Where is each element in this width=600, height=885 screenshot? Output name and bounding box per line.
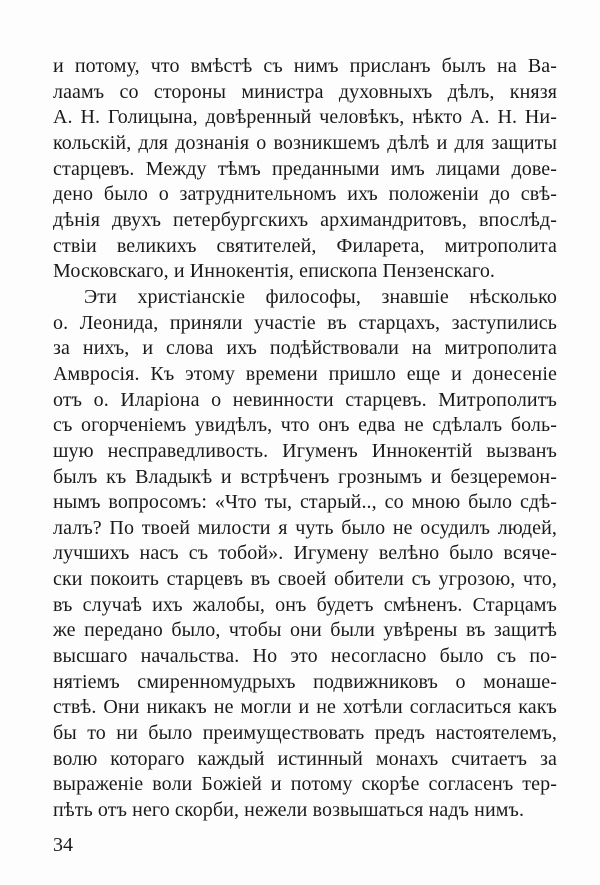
text-line: былъ къ Владыкѣ и встрѣченъ грознымъ и безцеремон- bbox=[53, 465, 557, 488]
text-line: нятіемъ смиренномудрыхъ подвижниковъ о монаше- bbox=[53, 670, 557, 693]
text-line: лалъ? По твоей милости я чуть было не осудилъ людей, bbox=[53, 516, 557, 539]
text-line: высшаго начальства. Но это несогласно было съ по- bbox=[53, 645, 557, 668]
text-line: же передано было, чтобы они были увѣрены въ защитѣ bbox=[53, 619, 557, 642]
text-line: за нихъ, и слова ихъ подѣйствовали на митрополита bbox=[53, 337, 557, 360]
text-line: въ случаѣ ихъ жалобы, онъ будетъ смѣненъ. Старцамъ bbox=[53, 593, 557, 616]
text-line: съ огорченіемъ увидѣлъ, что онъ едва не сдѣлалъ боль- bbox=[53, 414, 557, 437]
text-line: отъ о. Иларіона о невинности старцевъ. Митрополитъ bbox=[53, 388, 557, 411]
text-line: старцевъ. Между тѣмъ преданными имъ лицами дове- bbox=[53, 157, 557, 180]
text-line: бы то ни было преимуществовать предъ настоятелемъ, bbox=[53, 722, 557, 745]
text-block bbox=[53, 54, 557, 824]
text-line: выраженіе воли Божіей и потому скорѣе согласенъ тер- bbox=[53, 773, 557, 796]
text-line: ствіи великихъ святителей, Филарета, митрополита bbox=[53, 234, 557, 257]
text-line: ствѣ. Они никакъ не могли и не хотѣли согласиться какъ bbox=[53, 696, 557, 719]
text-line: Эти христіанскіе философы, знавшіе нѣсколько bbox=[84, 285, 557, 308]
text-line: волю котораго каждый истинный монахъ считаетъ за bbox=[53, 747, 557, 770]
text-line: дено было о затруднительномъ ихъ положеніи до свѣ- bbox=[53, 183, 557, 206]
text-line: о. Леонида, приняли участіе въ старцахъ, заступились bbox=[53, 311, 557, 334]
text-line: шую несправедливость. Игуменъ Иннокентій вызванъ bbox=[53, 439, 557, 462]
paragraph bbox=[53, 54, 557, 285]
text-line: дѣнія двухъ петербургскихъ архимандритовъ, впослѣд- bbox=[53, 208, 557, 231]
text-line: Московскаго, и Иннокентія, епископа Пензенскаго. bbox=[53, 260, 496, 283]
paragraph bbox=[53, 285, 557, 824]
text-line: ски покоить старцевъ въ своей обители съ угрозою, что, bbox=[53, 568, 557, 591]
text-line: кольскій, для дознанія о возникшемъ дѣлѣ и для защиты bbox=[53, 131, 557, 154]
text-line: Амвросія. Къ этому времени пришло еще и донесеніе bbox=[53, 362, 557, 385]
page-number: 34 bbox=[53, 834, 73, 856]
text-line: А. Н. Голицына, довѣренный человѣкъ, нѣкто А. Н. Ни- bbox=[53, 106, 557, 129]
text-line: и потому, что вмѣстѣ съ нимъ присланъ былъ на Ва- bbox=[53, 55, 557, 77]
text-line: лучшихъ насъ съ тобой». Игумену велѣно было всяче- bbox=[53, 542, 557, 565]
text-line: нымъ вопросомъ: «Что ты, старый.., со мною было сдѣ- bbox=[53, 491, 557, 514]
text-line: пѣть отъ него скорби, нежели возвышаться надъ нимъ. bbox=[53, 799, 525, 822]
text-line: лаамъ со стороны министра духовныхъ дѣлъ, князя bbox=[53, 80, 557, 103]
